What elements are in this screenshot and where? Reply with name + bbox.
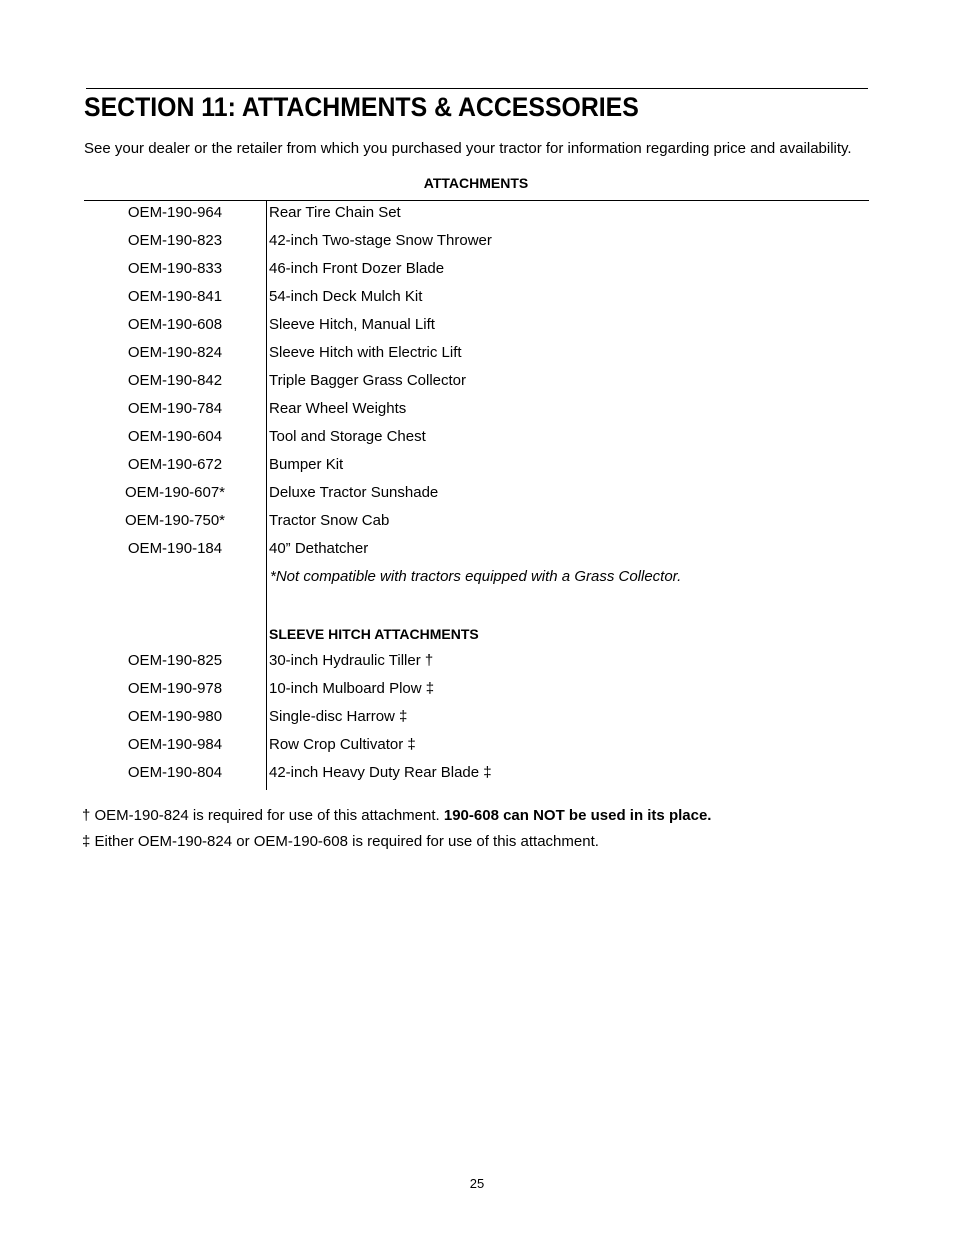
intro-text: See your dealer or the retailer from which you purchased your tractor for information regarding price and availability. [84,140,852,157]
table-row [84,509,868,537]
top-rule [86,88,868,89]
part-code: OEM-190-750* [124,512,226,529]
table-row [84,705,868,733]
part-code: OEM-190-823 [127,232,223,249]
table-row [84,313,868,341]
part-code: OEM-190-842 [127,372,223,389]
part-code: OEM-190-841 [127,288,223,305]
footnote-dagger-text: † OEM-190-824 is required for use of this attachment. [82,807,444,824]
part-description: 30-inch Hydraulic Tiller † [269,652,434,669]
table-row [84,733,868,761]
table-row [84,481,868,509]
table-row [84,341,868,369]
part-code: OEM-190-824 [127,344,223,361]
part-description: 10-inch Mulboard Plow ‡ [269,680,435,697]
part-code: OEM-190-607* [124,484,226,501]
table-row [84,761,868,789]
part-description: Single-disc Harrow ‡ [269,708,408,725]
table-row [84,425,868,453]
part-code: OEM-190-784 [127,400,223,417]
part-code: OEM-190-608 [127,316,223,333]
sleeve-hitch-heading: SLEEVE HITCH ATTACHMENTS [269,626,479,642]
table-row [84,649,868,677]
table-row [84,537,868,565]
part-code: OEM-190-978 [127,680,223,697]
part-description: 42-inch Heavy Duty Rear Blade ‡ [269,764,492,781]
part-description: 46-inch Front Dozer Blade [269,260,445,277]
table-row [84,677,868,705]
table-row [84,201,868,229]
table-row [84,229,868,257]
part-code: OEM-190-980 [127,708,223,725]
part-description: Rear Wheel Weights [269,400,407,417]
part-description: Tool and Storage Chest [269,428,426,445]
attachments-heading: ATTACHMENTS [423,175,529,191]
part-code: OEM-190-825 [127,652,223,669]
part-description: Tractor Snow Cab [269,512,390,529]
spacer-row [84,593,868,621]
table-row [84,257,868,285]
compat-note: *Not compatible with tractors equipped with a Grass Collector. [270,568,682,585]
part-code: OEM-190-833 [127,260,223,277]
part-code: OEM-190-604 [127,428,223,445]
table-row [84,369,868,397]
part-description: 40” Dethatcher [269,540,369,557]
part-description: Triple Bagger Grass Collector [269,372,467,389]
table-row [84,285,868,313]
part-description: 54-inch Deck Mulch Kit [269,288,423,305]
footnote-dagger [82,807,711,824]
part-code: OEM-190-672 [127,456,223,473]
part-code: OEM-190-984 [127,736,223,753]
part-description: Row Crop Cultivator ‡ [269,736,416,753]
compat-note-row [84,565,868,593]
part-description: Rear Tire Chain Set [269,204,401,221]
sleeve-heading-row [84,621,868,649]
page-number: 25 [469,1176,485,1191]
table-row [84,453,868,481]
part-description: Sleeve Hitch, Manual Lift [269,316,435,333]
section-title: SECTION 11: ATTACHMENTS & ACCESSORIES [84,92,639,122]
part-code: OEM-190-804 [127,764,223,781]
part-description: Deluxe Tractor Sunshade [269,484,439,501]
part-code: OEM-190-184 [127,540,223,557]
table-row [84,397,868,425]
part-description: Bumper Kit [269,456,344,473]
attachments-table [84,201,868,789]
part-description: Sleeve Hitch with Electric Lift [269,344,462,361]
part-code: OEM-190-964 [127,204,223,221]
footnote-dagger-bold: 190-608 can NOT be used in its place. [443,807,712,824]
part-description: 42-inch Two-stage Snow Thrower [269,232,492,249]
footnote-double-dagger: ‡ Either OEM-190-824 or OEM-190-608 is required for use of this attachment. [82,833,599,850]
